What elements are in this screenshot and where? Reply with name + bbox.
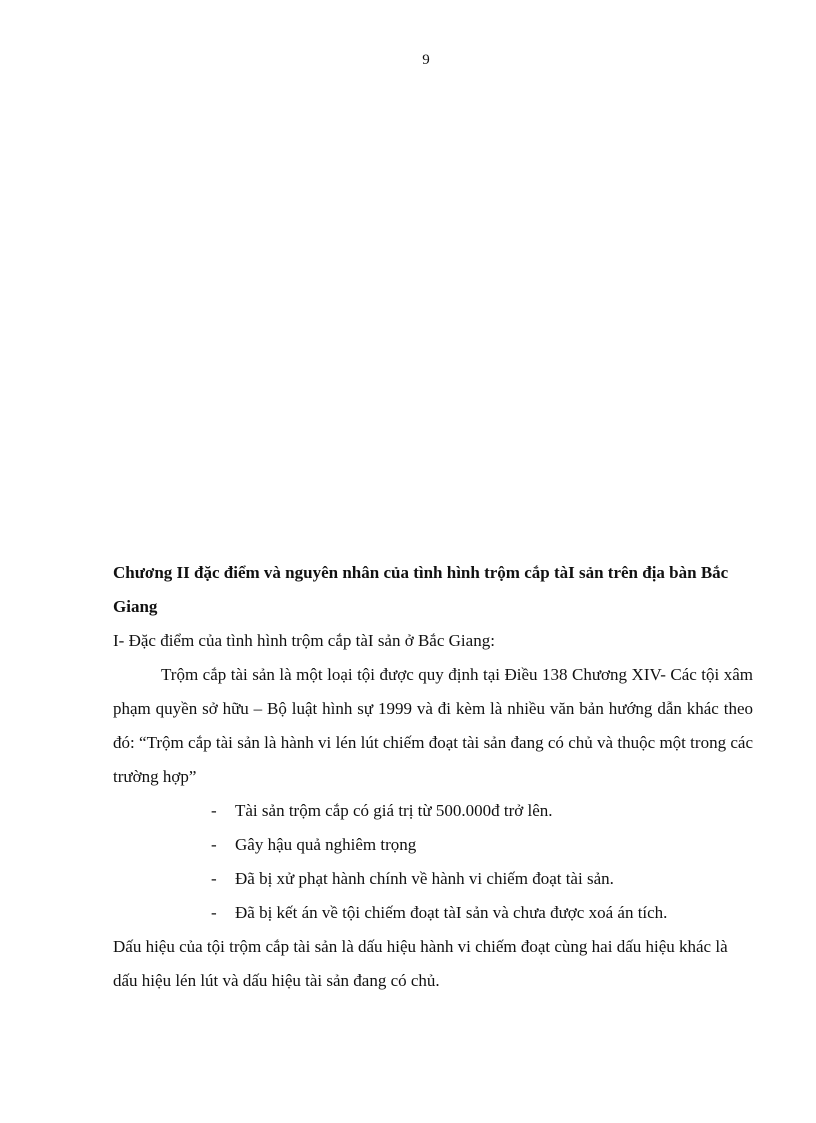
conditions-list	[113, 794, 753, 930]
list-item	[113, 828, 753, 862]
list-item-text: Đã bị kết án về tội chiếm đoạt tàI sản và chưa được xoá án tích.	[235, 903, 668, 922]
list-item-text: Đã bị xử phạt hành chính về hành vi chiếm đoạt tài sản.	[235, 869, 614, 888]
list-item	[113, 794, 753, 828]
page-number: 9	[422, 52, 430, 68]
list-item	[113, 862, 753, 896]
list-item	[113, 896, 753, 930]
list-item-text: Gây hậu quả nghiêm trọng	[235, 835, 417, 854]
chapter-title: Chương II đặc điểm và nguyên nhân của tình hình trộm cắp tàI sản trên địa bàn Bắc Giang	[113, 563, 729, 616]
bullet-marker: -	[211, 801, 217, 820]
list-item-text: Tài sản trộm cắp có giá trị từ 500.000đ trở lên.	[235, 801, 553, 820]
section-heading: I- Đặc điểm của tình hình trộm cắp tàI sản ở Bắc Giang:	[113, 631, 495, 650]
bullet-marker: -	[211, 869, 217, 888]
bullet-marker: -	[211, 835, 217, 854]
intro-paragraph: Trộm cắp tài sản là một loại tội được quy định tại Điều 138 Chương XIV- Các tội xâm phạm quyền sở hữu – Bộ luật hình sự 1999 và đi kèm là nhiều văn bản hướng dẫn khác theo đó: “Trộm cắp tài sản là hành vi lén lút chiếm đoạt tài sản đang có chủ và thuộc một trong các trường hợp”	[113, 665, 753, 786]
bullet-marker: -	[211, 903, 217, 922]
document-body	[113, 556, 753, 998]
closing-paragraph: Dấu hiệu của tội trộm cắp tài sản là dấu hiệu hành vi chiếm đoạt cùng hai dấu hiệu khác là dấu hiệu lén lút và dấu hiệu tài sản đang có chủ.	[113, 937, 728, 990]
